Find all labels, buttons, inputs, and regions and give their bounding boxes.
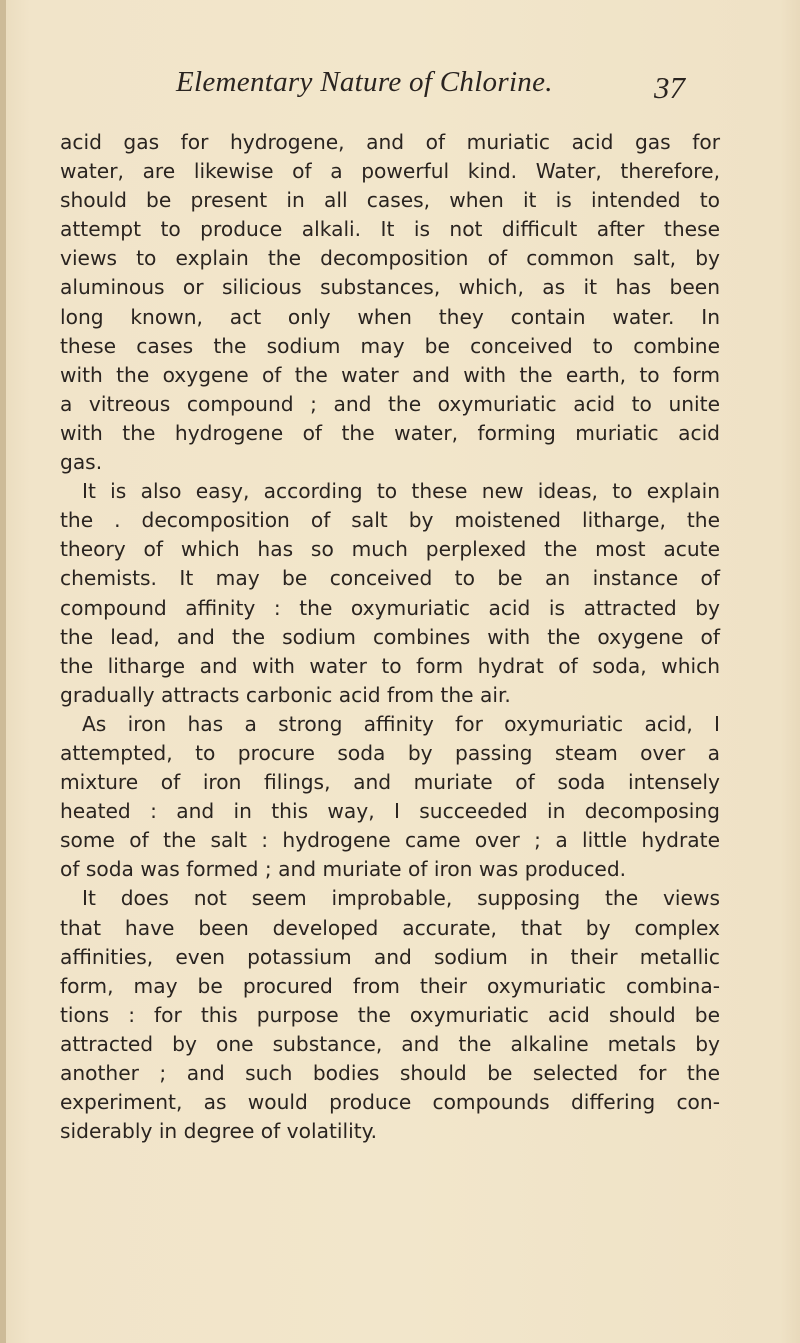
text-line: with the hydrogene of the water, forming muriatic acid [60,420,720,445]
text-line: a vitreous compound ; and the oxymuriatic acid to unite [60,391,720,416]
text-line: some of the salt : hydrogene came over ; a little hydrate [60,828,720,853]
text-line: chemists. It may be conceived to be an instance of [60,566,720,591]
text-line: should be present in all cases, when it is intended to [60,188,720,213]
text-line: aluminous or silicious substances, which, as it has been [60,275,720,300]
text-line: the lead, and the sodium combines with the oxygene of [60,624,720,649]
text-line: tions : for this purpose the oxymuriatic acid should be [60,1002,720,1027]
paragraph-end-line: of soda was formed ; and muriate of iron was produced. [60,857,627,882]
paragraph-start-line: As iron has a strong affinity for oxymuriatic acid, I [82,711,720,736]
text-line: experiment, as would produce compounds differing con- [60,1090,720,1115]
paragraph-end-line: gradually attracts carbonic acid from the air. [60,682,511,707]
text-line: compound affinity : the oxymuriatic acid is attracted by [60,595,720,620]
text-line: theory of which has so much perplexed the most acute [60,537,720,562]
text-line: long known, act only when they contain water. In [60,304,720,329]
paragraph-end-line: siderably in degree of volatility. [60,1119,378,1144]
text-line: these cases the sodium may be conceived to combine [60,333,720,358]
paragraph-start-line: It is also easy, according to these new ideas, to explain [82,479,720,504]
text-line: water, are likewise of a powerful kind. Water, therefore, [60,159,720,184]
text-line: acid gas for hydrogene, and of muriatic acid gas for [60,130,720,154]
text-line: another ; and such bodies should be selected for the [60,1061,720,1085]
text-line: that have been developed accurate, that by complex [60,915,720,940]
paragraph-end-line: gas. [60,450,103,475]
text-line: the litharge and with water to form hydrat of soda, which [60,653,720,678]
text-line: attracted by one substance, and the alkaline metals by [60,1031,720,1056]
text-line: attempt to produce alkali. It is not difficult after these [60,217,720,242]
text-line: with the oxygene of the water and with the earth, to form [60,362,720,387]
text-line: heated : and in this way, I succeeded in decomposing [60,799,720,824]
text-line: form, may be procured from their oxymuriatic combina- [60,973,720,998]
text-line: affinities, even potassium and sodium in their metallic [60,944,720,969]
text-line: views to explain the decomposition of common salt, by [60,246,720,271]
body-text [60,128,720,1146]
page-gutter [0,0,6,1343]
text-line: the . decomposition of salt by moistened litharge, the [60,508,720,533]
text-line: mixture of iron filings, and muriate of soda intensely [60,770,720,795]
running-title: Elementary Nature of Chlorine. [176,66,553,98]
page-number: 37 [654,70,685,105]
text-line: attempted, to procure soda by passing steam over a [60,740,720,765]
paragraph-start-line: It does not seem improbable, supposing the views [82,886,720,911]
running-head [0,66,800,110]
